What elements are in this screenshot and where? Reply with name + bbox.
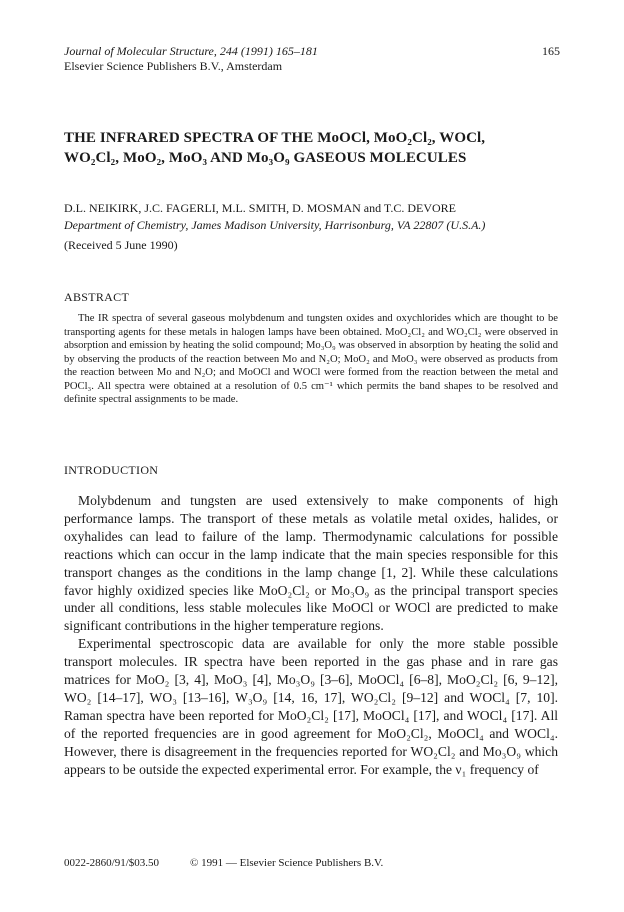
author-list: D.L. NEIKIRK, J.C. FAGERLI, M.L. SMITH, D. MOSMAN and T.C. DEVORE (64, 201, 456, 215)
title-line-2: WO₂Cl₂, MoO₂, MoO₃ AND Mo₃O₉ GASEOUS MOLECULES (64, 150, 467, 166)
introduction-body (64, 492, 558, 779)
running-head (64, 44, 560, 74)
page-footer (64, 856, 560, 870)
introduction-heading: INTRODUCTION (64, 463, 159, 477)
intro-paragraph-1: Molybdenum and tungsten are used extensively to make components of high performance lamps. The transport of these metals as volatile metal oxides, halides, or oxyhalides can lead to failure of the lamp. Thermodynamic calculations for possible reactions which can occur in the lamp indicate that the main species responsible for this transport changes as the conditions in the lamp change [1, 2]. While these calculations favor highly oxidized species like MoO₂Cl₂ or Mo₃O₉ as the principal transport species under all conditions, less stable molecules like MoOCl or WOCl are predicted to make significant contributions in the higher temperature regions. (64, 493, 558, 634)
affiliation: Department of Chemistry, James Madison University, Harrisonburg, VA 22807 (U.S.A.) (64, 218, 486, 232)
abstract-heading: ABSTRACT (64, 290, 130, 304)
abstract-text: The IR spectra of several gaseous molybdenum and tungsten oxides and oxychlorides which are thought to be transporting agents for these metals in halogen lamps have been obtained. MoO₂Cl₂ and WO₂Cl₂ were observed in absorption and emission by heating the solid compound; Mo₃O₉ was observed in absorption by heating the solid and by observing the products of the reaction between Mo and N₂O; MoO₂ and MoO₃ were observed as products from the reaction between Mo and N₂O; and MoOCl and WOCl were formed from the reaction between the metal and POCl₃. All spectra were obtained at a resolution of 0.5 cm⁻¹ which permits the band shapes to be resolved and definite spectral assignments to be made. (64, 313, 558, 405)
intro-paragraph-2: Experimental spectroscopic data are available for only the more stable possible transport molecules. IR spectra have been reported in the gas phase and in rare gas matrices for MoO₂ [3, 4], MoO₃ [4], Mo₃O₉ [3–6], MoOCl₄ [6–8], MoO₂Cl₂ [6, 9–12], WO₂ [14–17], WO₃ [13–16], W₃O₉ [14, 16, 17], WO₂Cl₂ [9–12] and WOCl₄ [7, 10]. Raman spectra have been reported for MoO₂Cl₂ [17], MoOCl₄ [17], and WOCl₄ [17]. All of the reported frequencies are in good agreement for MoO₂Cl₂, MoOCl₄ and WOCl₄. However, there is disagreement in the frequencies reported for WO₂Cl₂ and Mo₃O₉ which appears to be outside the expected experimental error. For example, the ν₁ frequency of (64, 636, 558, 777)
journal-citation: Journal of Molecular Structure, 244 (1991) 165–181 (64, 44, 318, 58)
article-code: 0022-2860/91/$03.50 (64, 857, 160, 869)
title-line-1: THE INFRARED SPECTRA OF THE MoOCl, MoO₂Cl₂, WOCl, (64, 130, 486, 146)
publisher-line: Elsevier Science Publishers B.V., Amsterdam (64, 59, 283, 73)
article-title (64, 128, 564, 168)
page-number: 165 (542, 44, 560, 58)
copyright-notice: © 1991 — Elsevier Science Publishers B.V. (190, 857, 384, 869)
received-date: (Received 5 June 1990) (64, 238, 178, 252)
